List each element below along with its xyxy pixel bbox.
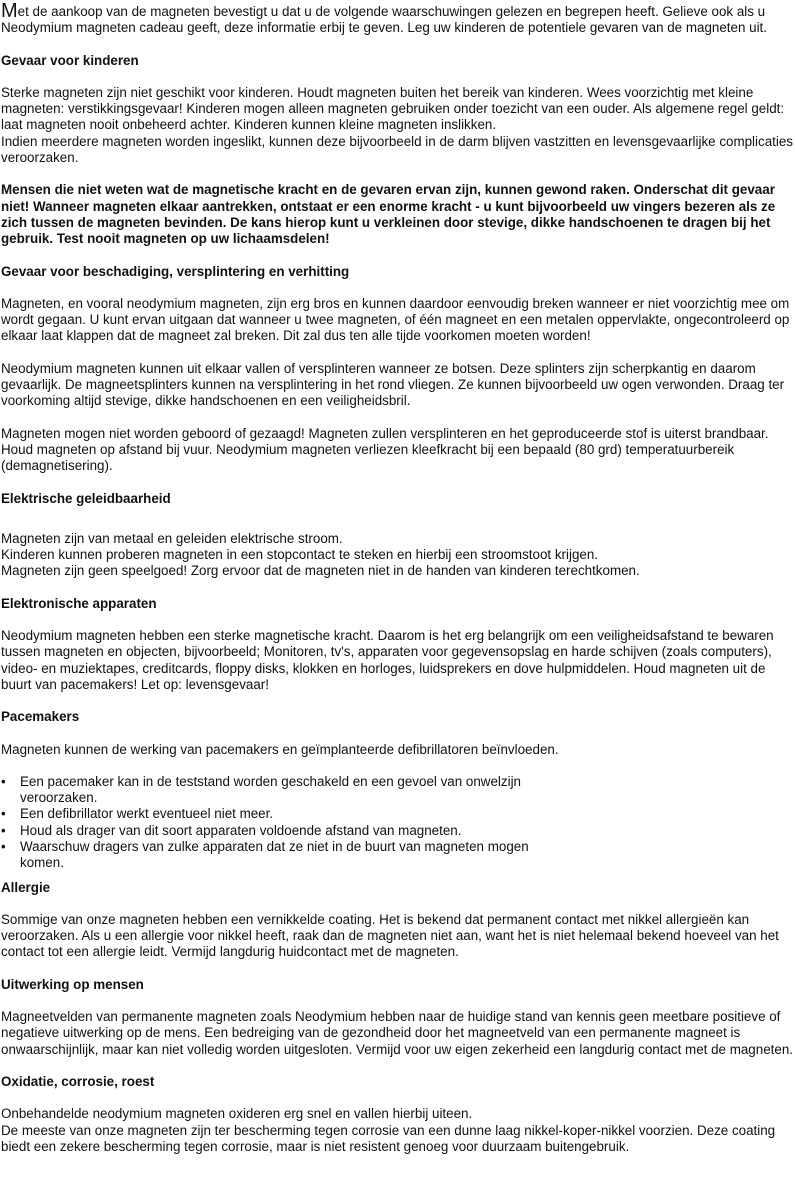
intro-drop-cap: M xyxy=(1,0,18,22)
bullet-icon: • xyxy=(1,806,6,822)
allergy-paragraph: Sommige van onze magneten hebben een vernikkelde coating. Het is bekend dat permanent contact met nikkel allergieën kan veroorzaken. Als u een allergie voor nikkel heeft, raak dan de magneten niet aan, want het is niet helemaal bekend hoeveel van het contact tot een allergie leidt. Vermijd langdurig huidcontact met de magneten. xyxy=(1,911,779,960)
intro-text: et de aankoop van de magneten bevestigt u dat u de volgende waarschuwingen gelezen en begrepen heeft. Gelieve ook als u Neodymium magneten cadeau geeft, deze informatie erbij te geven. Leg uw kinderen de potentiele gevaren van de magneten uit. xyxy=(1,4,767,36)
list-item: • Een pacemaker kan in de teststand worden geschakeld en een gevoel van onwelzijn veroorzaken. xyxy=(1,773,521,806)
pacemakers-paragraph: Magneten kunnen de werking van pacemakers en geïmplanteerde defibrillatoren beïnvloeden. xyxy=(1,741,559,757)
damage-paragraph-1: Magneten, en vooral neodymium magneten, zijn erg bros en kunnen daardoor eenvoudig breken wanneer er niet voorzichtig mee om wordt gegaan. U kunt ervan uitgaan dat wanneer u twee magneten, of één magneet en een metalen oppervlakte, ongecontroleerd op elkaar laat klappen dat de magneet zal breken. Dit zal dus ten alle tijde voorkomen moeten worden! xyxy=(1,295,790,344)
heading-allergy: Allergie xyxy=(1,879,51,895)
bullet-icon: • xyxy=(1,773,6,789)
electronics-paragraph: Neodymium magneten hebben een sterke magnetische kracht. Daarom is het erg belangrijk om een veiligheidsafstand te bewaren tussen magneten en objecten, bijvoorbeeld; Monitoren, tv's, apparaten voor gegevensopslag en harde schijven (zoals computers), video- en muziektapes, creditcards, floppy disks, klokken en horloges, luidsprekers en dove hulpmiddelen. Houd magneten uit de buurt van pacemakers! Let op: levensgevaar! xyxy=(1,628,774,692)
heading-oxidation: Oxidatie, corrosie, roest xyxy=(1,1073,155,1089)
heading-electronics: Elektronische apparaten xyxy=(1,595,157,611)
list-item: • Waarschuw dragers van zulke apparaten dat ze niet in de buurt van magneten mogen komen. xyxy=(1,838,529,871)
children-paragraph-2: Indien meerdere magneten worden ingeslikt, kunnen deze bijvoorbeeld in de darm blijven vastzitten en levensgevaarlijke complicaties veroorzaken. xyxy=(1,133,793,166)
bullet-icon: • xyxy=(1,838,6,854)
heading-children: Gevaar voor kinderen xyxy=(1,52,139,68)
damage-paragraph-2: Neodymium magneten kunnen uit elkaar vallen of versplinteren wanneer ze botsen. Deze splinters zijn scherpkantig en daarom gevaarlijk. De magneetsplinters kunnen na versplintering in het rond vliegen. Ze kunnen bijvoorbeeld uw ogen verwonden. Draag ter voorkoming altijd stevige, dikke handschoenen en een veiligheidsbril. xyxy=(1,360,785,409)
heading-humans: Uitwerking op mensen xyxy=(1,976,144,992)
conductivity-line-2: Kinderen kunnen proberen magneten in een stopcontact te steken en hierbij een stroomstoot krijgen. xyxy=(1,547,599,563)
heading-conductivity: Elektrische geleidbaarheid xyxy=(1,490,171,506)
list-item: • Een defibrillator werkt eventueel niet meer. xyxy=(1,806,274,822)
children-paragraph-1: Sterke magneten zijn niet geschikt voor kinderen. Houdt magneten buiten het bereik van kinderen. Wees voorzichtig met kleine magneten: verstikkingsgevaar! Kinderen mogen alleen magneten gebruiken onder toezicht van een ouder. Als algemene regel geldt: laat magneten nooit onbeheerd achter. Kinderen kunnen kleine magneten inslikken. xyxy=(1,84,785,133)
bullet-icon: • xyxy=(1,822,6,838)
heading-pacemakers: Pacemakers xyxy=(1,709,80,725)
heading-damage: Gevaar voor beschadiging, versplintering en verhitting xyxy=(1,263,350,279)
oxidation-line-2: De meeste van onze magneten zijn ter bescherming tegen corrosie van een dunne laag nikkel-koper-nikkel voorzien. Deze coating biedt een zekere bescherming tegen corrosie, maar is niet resistent genoeg voor duurzaam buitengebruik. xyxy=(1,1122,776,1154)
children-warning: Mensen die niet weten wat de magnetische kracht en de gevaren ervan zijn, kunnen gewond raken. Onderschat dit gevaar niet! Wanneer magneten elkaar aantrekken, ontstaat er een enorme kracht - u kunt bijvoorbeeld uw vingers bezeren als ze zich tussen de magneten bevinden. De kans hierop kunt u verkleinen door stevige, dikke handschoenen te dragen bij het gebruik. Test nooit magneten op uw lichaamsdelen! xyxy=(1,182,776,247)
document-page xyxy=(1,0,793,1155)
humans-paragraph: Magneetvelden van permanente magneten zoals Neodymium hebben naar de huidige stand van kennis geen meetbare positieve of negatieve uitwerking op de mens. Een bedreiging van de gezondheid door het magneetveld van een permanente magneet is onwaarschijnlijk, maar kan niet volledig worden uitgesloten. Vermijd voor uw eigen zekerheid een langdurig contact met de magneten. xyxy=(1,1009,793,1057)
pacemakers-bullet-list xyxy=(1,774,793,872)
conductivity-line-1: Magneten zijn van metaal en geleiden elektrische stroom. xyxy=(1,530,343,546)
list-item: • Houd als drager van dit soort apparaten voldoende afstand van magneten. xyxy=(1,822,462,838)
conductivity-line-3: Magneten zijn geen speelgoed! Zorg ervoor dat de magneten niet in de handen van kinderen terechtkomen. xyxy=(1,563,640,579)
oxidation-line-1: Onbehandelde neodymium magneten oxideren erg snel en vallen hierbij uiteen. xyxy=(1,1106,473,1122)
intro-paragraph xyxy=(1,0,793,37)
damage-paragraph-3: Magneten mogen niet worden geboord of gezaagd! Magneten zullen versplinteren en het geproduceerde stof is uiterst brandbaar. Houd magneten op afstand bij vuur. Neodymium magneten verliezen kleefkracht bij een bepaald (80 grd) temperatuurbereik (demagnetisering). xyxy=(1,425,769,474)
